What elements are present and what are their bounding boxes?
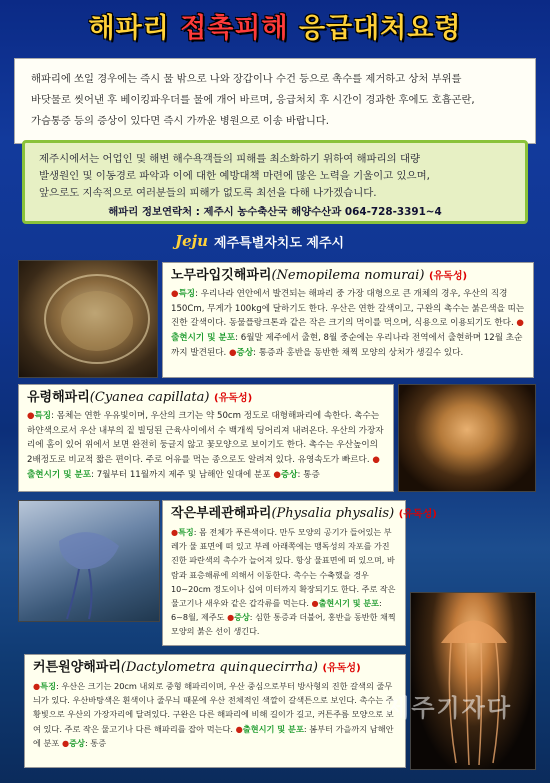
symptom-text: : 심한 통증과 더불어, 홍반을 동반한 채찍 모양의 붉은 선이 생긴다.	[171, 612, 396, 637]
toxic-label: (유독성)	[322, 663, 361, 674]
title-part2: 접촉피해	[180, 13, 289, 44]
symptom-text: : 통증과 홍반을 동반한 채찍 모양의 상처가 생길수 있다.	[253, 347, 464, 358]
feature-text: : 우리나라 연안에서 발견되는 해파리 중 가장 대형으로 큰 개체의 경우, 우산의 직경 150Cm, 무게가 100kg에 달하기도 한다. 우산은 연한 갈색이고, 구완의 촉수는 붉은색을 띠는 진한 갈색이다. 동물플랑크톤과 같은 작은 크기의 먹이를 먹으며, 식용으로 이용되기도 한다.	[171, 289, 525, 329]
feature-tag: 특징	[40, 681, 56, 691]
feature-text: : 우산은 크기는 20cm 내외로 중형 해파리이며, 우산 중심으로부터 방사형의 진한 갈색의 줄무늬가 있다. 우산바탕색은 흰색이나 줄무늬 때문에 우산 전체적인 색깔이 갈색튼으로 보인다. 촉수는 주황빛으로 우산의 가장자리에 달려있다. 구완은 다른 해파리에 비해 길이가 길고, 커튼주름 모양으로 보여 있다. 주로 작은 물고기나 다른 해파리를 잡아 먹는다.	[33, 681, 394, 734]
dactylometra-illustration	[411, 593, 536, 770]
jellyfish-card-cyanea	[18, 384, 394, 492]
contact-info: 해파리 정보연락처 : 제주시 농수축산국 해양수산과 064-728-3391~4	[108, 206, 442, 218]
jellyfish-description: ●특징: 우산은 크기는 20cm 내외로 중형 해파리이며, 우산 중심으로부터 방사형의 진한 갈색의 줄무늬가 있다. 우산바탕색은 흰색이나 줄무늬 때문에 우산 전체적인 색깔이 갈색튼으로 보인다. 촉수는 주황빛으로 우산의 가장자리에 달려있다. 구완은 다른 해파리에 비해 길이가 길고, 커튼주름 모양으로 보여 있다. 주로 작은 물고기나 다른 해파리를 잡아 먹는다. ●출현시기 및 분포: 봄부터 가을까지 남해안에 분포 ●증상: 통증	[33, 681, 394, 748]
photo-physalia-jellyfish	[18, 500, 160, 622]
toxic-label: (유독성)	[398, 509, 437, 520]
notice-box	[22, 140, 528, 224]
jellyfish-name: 커튼원양해파리	[33, 660, 121, 675]
symptom-tag: 증상	[69, 737, 85, 748]
symptom-text: : 통증	[84, 737, 107, 748]
symptom-tag: 증상	[234, 612, 250, 623]
symptom-tag: 증상	[236, 347, 254, 358]
notice-line: 앞으로도 지속적으로 여러분들의 피해가 없도록 최선을 다해 나가겠습니다.	[39, 187, 377, 199]
jeju-logo: Jeju	[175, 232, 208, 250]
feature-tag: 특징	[178, 289, 196, 299]
jellyfish-sci-name: (Nemopilema nomurai)	[271, 268, 425, 283]
jeju-label-text: 제주특별자치도 제주시	[213, 235, 345, 251]
title-part1: 해파리	[88, 13, 170, 44]
jellyfish-name: 노무라입깃해파리	[171, 268, 272, 283]
toxic-label: (유독성)	[214, 393, 253, 404]
feature-text: : 몸 전체가 푸른색이다. 만두 모양의 공기가 들어있는 부레가 물 표면에 떠 있고 부레 아래쪽에는 맹독성의 자포를 가진 진한 파란색의 촉수가 늘어져 있다. 항상 물표면에 떠 있으며, 바람과 표층해류에 의해서 이동한다. 촉수는 수축했을 경우 10~20cm 정도이나 십여 미터까지 확장되기도 한다. 주로 작은 물고기나 새우와 같은 갑각류를 먹는다.	[171, 527, 396, 609]
season-text: : 6월말 제주에서 출현, 8월 중순에는 우리나라 전역에서 출현하며 12월 초순까지 발견된다.	[171, 333, 523, 358]
jellyfish-title	[171, 267, 525, 286]
intro-box	[14, 58, 536, 144]
jellyfish-card-nomura	[162, 262, 534, 378]
jellyfish-description: ●특징: 몸체는 연한 우유빛이며, 우산의 크기는 약 50cm 정도로 대형해파리에 속한다. 촉수는 하얀색으로서 우산 내부의 짙 빌딩된 근육사이에서 수 백개씩 딩어리져 내려온다. 우산의 가장자리에 홈이 있어 위에서 보면 완전히 둥글지 않고 꽃모양으로 보이기도 한다. 촉수는 우산높이의 2배정도로 비교적 짧은 편이다. 주로 어유를 먹는 종으로도 알려져 있다. 유영속도가 빠르다. ●출현시기 및 분포: 7월부터 11월까지 제주 및 남해안 일대에 분포 ●증상: 통증	[27, 411, 384, 480]
intro-line: 가슴통증 등의 증상이 있다면 즉시 가까운 병원으로 이송 바랍니다.	[31, 115, 330, 127]
jellyfish-name: 유령해파리	[27, 390, 90, 405]
jellyfish-title	[27, 389, 385, 408]
season-tag: 출현시기 및 분포	[27, 469, 92, 480]
photo-nomura-jellyfish	[18, 260, 158, 378]
physalia-illustration	[19, 501, 160, 622]
jellyfish-title	[33, 659, 397, 678]
feature-tag: 특징	[178, 527, 194, 537]
jellyfish-card-dactylometra	[24, 654, 406, 768]
jellyfish-name: 작은부레관해파리	[171, 506, 272, 521]
photo-dactylometra-jellyfish	[410, 592, 536, 770]
season-text: : 7월부터 11월까지 제주 및 남해안 일대에 분포	[91, 469, 271, 480]
symptom-text: : 통증	[297, 469, 320, 480]
season-text: : 봄부터 가을까지 남해안에 분포	[33, 723, 394, 748]
watermark: 제주기자다	[386, 694, 512, 722]
notice-line: 발생원인 및 이동경로 파악과 이에 대한 예방대책 마련에 많은 노력을 기울이고 있으며,	[39, 170, 430, 182]
page-title	[0, 6, 550, 50]
season-tag: 출현시기 및 분포	[242, 723, 304, 734]
jellyfish-title	[171, 505, 437, 524]
jellyfish-description: ●특징: 우리나라 연안에서 발견되는 해파리 중 가장 대형으로 큰 개체의 경우, 우산의 직경 150Cm, 무게가 100kg에 달하기도 한다. 우산은 연한 갈색이고, 구완의 촉수는 붉은색을 띠는 진한 갈색이다. 동물플랑크톤과 같은 작은 크기의 먹이를 먹으며, 식용으로 이용되기도 한다. ●출현시기 및 분포: 6월말 제주에서 출현, 8월 중순에는 우리나라 전역에서 출현하며 12월 초순까지 발견된다. ●증상: 통증과 홍반을 동반한 채찍 모양의 상처가 생길수 있다.	[171, 289, 525, 358]
season-tag: 출현시기 및 분포	[171, 333, 236, 344]
feature-text: : 몸체는 연한 우유빛이며, 우산의 크기는 약 50cm 정도로 대형해파리에 속한다. 촉수는 하얀색으로서 우산 내부의 짙 빌딩된 근육사이에서 수 백개씩 딩어리져 내려온다. 우산의 가장자리에 홈이 있어 위에서 보면 완전히 둥글지 않고 꽃모양으로 보이기도 한다. 촉수는 우산높이의 2배정도로 비교적 짧은 편이다. 주로 어유를 먹는 종으로도 알려져 있다. 유영속도가 빠르다.	[27, 411, 384, 466]
jellyfish-sci-name: (Physalia physalis)	[271, 506, 395, 521]
photo-cyanea-jellyfish	[398, 384, 536, 492]
intro-line: 해파리에 쏘일 경우에는 즉시 물 밖으로 나와 장갑이나 수건 등으로 촉수를 제거하고 상처 부위를	[31, 73, 462, 85]
feature-tag: 특징	[34, 411, 52, 421]
jellyfish-sci-name: (Dactylometra quinquecirrha)	[120, 660, 319, 675]
jellyfish-description: ●특징: 몸 전체가 푸른색이다. 만두 모양의 공기가 들어있는 부레가 물 표면에 떠 있고 부레 아래쪽에는 맹독성의 자포를 가진 진한 파란색의 촉수가 늘어져 있다. 항상 물표면에 떠 있으며, 바람과 표층해류에 의해서 이동한다. 촉수는 수축했을 경우 10~20cm 정도이나 십여 미터까지 확장되기도 한다. 주로 작은 물고기나 새우와 같은 갑각류를 먹는다. ●출현시기 및 분포: 6~8월, 제주도 ●증상: 심한 통증과 더불어, 홍반을 동반한 채찍 모양의 붉은 선이 생긴다.	[171, 527, 396, 637]
intro-line: 바닷물로 씻어낸 후 베이킹파우더를 물에 개어 바르며, 응급처치 후 시간이 경과한 후에도 호흡곤란,	[31, 94, 475, 106]
jellyfish-sci-name: (Cyanea capillata)	[89, 390, 210, 405]
toxic-label: (유독성)	[428, 271, 468, 282]
jeju-header	[175, 228, 344, 254]
jellyfish-illustration	[19, 261, 158, 378]
season-tag: 출현시기 및 분포	[318, 598, 379, 609]
season-text: : 6~8월, 제주도	[171, 598, 382, 623]
symptom-tag: 증상	[280, 469, 298, 480]
jellyfish-card-physalia	[162, 500, 437, 646]
title-part3: 응급대처요령	[298, 13, 462, 44]
notice-line: 제주시에서는 어업인 및 해변 해수욕객들의 피해를 최소화하기 위하여 해파리의 대량	[39, 153, 421, 165]
